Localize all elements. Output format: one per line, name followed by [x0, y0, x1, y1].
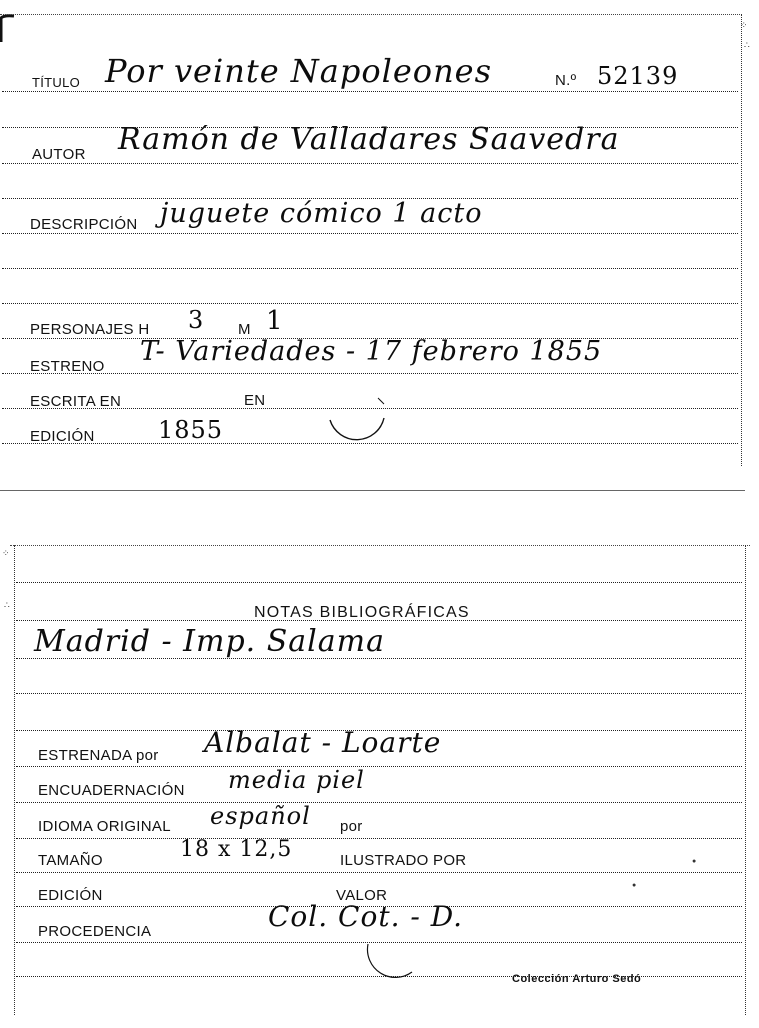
- numero-value: 52139: [597, 62, 679, 90]
- descripcion-value: juguete cómico 1 acto: [160, 198, 483, 229]
- rule: [2, 91, 738, 92]
- card-bottom-edge: [0, 490, 745, 491]
- speckle-mark: ⁘: [740, 20, 748, 30]
- card-left-edge: [14, 545, 15, 1015]
- encuadernacion-label: ENCUADERNACIÓN: [38, 782, 185, 799]
- edicion-label: EDICIÓN: [30, 428, 95, 445]
- tamano-label: TAMAÑO: [38, 852, 103, 869]
- speckle-mark: ●: [692, 858, 697, 865]
- autor-value: Ramón de Valladares Saavedra: [118, 122, 620, 157]
- speckle-mark: ●: [632, 882, 637, 889]
- idioma-label: IDIOMA ORIGINAL: [38, 818, 171, 835]
- rule: [2, 163, 738, 164]
- estrenada-value: Albalat - Loarte: [204, 726, 442, 759]
- estreno-label: ESTRENO: [30, 358, 105, 375]
- edicion-label: EDICIÓN: [38, 887, 103, 904]
- speckle-mark: ∴: [744, 40, 750, 50]
- punch-hole: [326, 392, 390, 446]
- estreno-value: T- Variedades - 17 febrero 1855: [140, 336, 603, 367]
- titulo-label: TÍTULO: [32, 75, 81, 90]
- rule: [16, 838, 742, 839]
- rule: [16, 582, 742, 583]
- coleccion-footer: Colección Arturo Sedó: [512, 973, 642, 985]
- personajes-m-value: 1: [266, 306, 284, 336]
- en-label: EN: [244, 392, 266, 409]
- tamano-value: 18 x 12,5: [180, 837, 293, 862]
- ilustrado-label: ILUSTRADO POR: [340, 852, 467, 869]
- procedencia-label: PROCEDENCIA: [38, 923, 152, 940]
- card-top-edge: [10, 545, 750, 546]
- speckle-mark: ∴: [4, 600, 10, 610]
- rule: [2, 233, 738, 234]
- rule: [16, 802, 742, 803]
- idioma-por-label: por: [340, 818, 363, 835]
- rule: [2, 268, 738, 269]
- titulo-value: Por veinte Napoleones: [105, 52, 493, 90]
- idioma-value: español: [210, 802, 311, 830]
- encuadernacion-value: media piel: [228, 766, 365, 794]
- punch-hole: [362, 938, 422, 982]
- numero-label: N.º: [555, 72, 577, 89]
- personajes-h-value: 3: [188, 306, 205, 334]
- personajes-h-label: PERSONAJES H: [30, 321, 150, 338]
- valor-label: VALOR: [336, 887, 388, 904]
- rule: [16, 766, 742, 767]
- catalog-card-top: [0, 0, 759, 500]
- speckle-mark: ⁘: [2, 548, 10, 558]
- rule: [16, 872, 742, 873]
- autor-label: AUTOR: [32, 146, 86, 163]
- catalog-card-bottom: [0, 540, 759, 1028]
- rule: [2, 373, 738, 374]
- card-right-edge: [745, 545, 746, 1015]
- procedencia-value: Col. Cot. - D.: [268, 900, 464, 933]
- personajes-m-label: M: [238, 321, 251, 338]
- estrenada-label: ESTRENADA por: [38, 747, 159, 764]
- rule: [16, 693, 742, 694]
- card-right-edge: [741, 14, 742, 466]
- escrita-en-label: ESCRITA EN: [30, 393, 122, 410]
- descripcion-label: DESCRIPCIÓN: [30, 216, 138, 233]
- notas-value: Madrid - Imp. Salama: [34, 624, 385, 659]
- rule: [2, 303, 738, 304]
- corner-mark: [0, 14, 30, 44]
- notas-heading: NOTAS BIBLIOGRÁFICAS: [254, 604, 470, 621]
- card-top-edge: [0, 14, 740, 15]
- edicion-value: 1855: [158, 416, 224, 444]
